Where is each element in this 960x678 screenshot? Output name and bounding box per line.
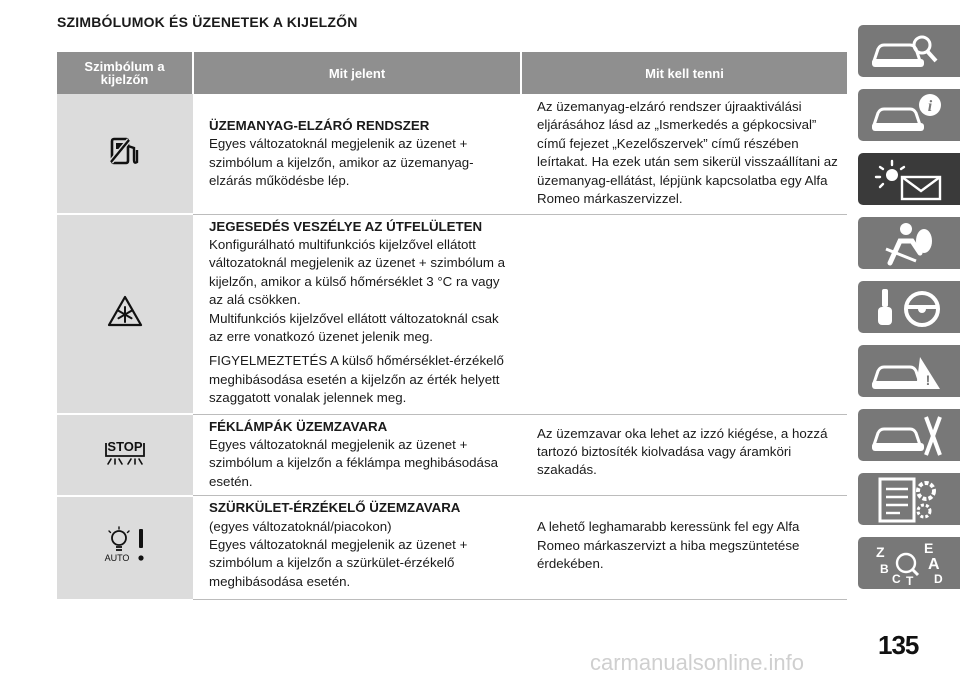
meaning-cell: SZÜRKÜLET-ÉRZÉKELŐ ÜZEMZAVARA (egyes változatoknál/piacokon) Egyes változatoknál megjelenik az üzenet + szimbólum a kijelzőn a szürkület-érzékelő meghibásodása esetén. [193, 496, 521, 600]
light-envelope-icon [866, 155, 946, 203]
header-meaning: Mit jelent [193, 52, 521, 94]
svg-text:C: C [892, 572, 901, 586]
page-number: 135 [878, 630, 919, 660]
tab-key-steering[interactable] [858, 281, 960, 333]
stop-lamp-fault-icon [103, 437, 147, 467]
symbols-table [57, 52, 847, 601]
action-cell: Az üzemzavar oka lehet az izzó kiégése, a hozzá tartozó biztosíték kiolvadása vagy áramköri szakadás. [521, 414, 847, 496]
tab-airbag-person[interactable] [858, 217, 960, 269]
index-letters-icon [866, 539, 946, 587]
fuel-cutoff-icon [108, 134, 142, 168]
symbol-cell [57, 496, 193, 600]
ice-warning-icon [107, 295, 143, 327]
svg-text:B: B [880, 562, 889, 576]
svg-text:Z: Z [876, 544, 885, 560]
table-row [57, 496, 847, 600]
header-action: Mit kell tenni [521, 52, 847, 94]
symbol-cell [57, 214, 193, 414]
tab-car-tools[interactable] [858, 409, 960, 461]
svg-text:AUTO: AUTO [104, 552, 130, 563]
car-info-icon [866, 91, 946, 139]
svg-text:!: ! [925, 372, 931, 388]
chapter-tabs [858, 25, 960, 601]
tab-car-crash[interactable] [858, 345, 960, 397]
tab-light-envelope[interactable] [858, 153, 960, 205]
svg-text:T: T [906, 574, 914, 587]
meaning-cell: ÜZEMANYAG-ELZÁRÓ RENDSZER Egyes változatoknál megjelenik az üzenet + szimbólum a kijelzőn, amikor az üzemanyag-elzárás működésbe lép. [193, 94, 521, 214]
action-cell [521, 214, 847, 414]
dusk-sensor-fault-icon [101, 526, 149, 564]
meaning-cell: FÉKLÁMPÁK ÜZEMZAVARA Egyes változatoknál megjelenik az üzenet + szimbólum a kijelzőn a féklámpa meghibásodása esetén. [193, 414, 521, 496]
svg-text:D: D [934, 572, 943, 586]
key-steering-icon [866, 283, 946, 331]
page-title: SZIMBÓLUMOK ÉS ÜZENETEK A KIJELZŐN [57, 14, 358, 30]
svg-text:E: E [924, 540, 934, 556]
action-cell: Az üzemanyag-elzáró rendszer újraaktiválási eljárásához lásd az „Ismerkedés a gépkocsival” című fejezet „Kezelőszervek” című részében leírtakat. Ha ezek után sem sikerül visszaállítani az üzemanyag-ellátást, lépjünk kapcsolatba egy Alfa Romeo márkaszervizzel. [521, 94, 847, 214]
table-row [57, 214, 847, 414]
tab-spec-sheet[interactable] [858, 473, 960, 525]
airbag-person-icon [866, 219, 946, 267]
svg-text:STOP: STOP [107, 439, 143, 455]
table-header-row [57, 52, 847, 94]
svg-text:i: i [927, 98, 933, 115]
tab-car-search[interactable] [858, 25, 960, 77]
car-search-icon [866, 27, 946, 75]
action-cell: A lehető leghamarabb keressünk fel egy Alfa Romeo márkaszervizt a hiba megszüntetése érdekében. [521, 496, 847, 600]
symbol-cell [57, 414, 193, 496]
spec-sheet-gear-icon [866, 475, 946, 523]
meaning-cell: JEGESEDÉS VESZÉLYE AZ ÚTFELÜLETEN Konfigurálható multifunkciós kijelzővel ellátott változatoknál megjelenik az üzenet + szimbólum a kijelzőn, amikor a külső hőmérséklet 3 °C ra vagy az alá csökken. Multifunkciós kijelzővel ellátott változatoknál csak az erre vonatkozó üzenet jelenik meg. FIGYELMEZTETÉS A külső hőmérséklet-érzékelő meghibásodása esetén a kijelzőn az érték helyett szaggatott vonalak jelennek meg. [193, 214, 521, 414]
table-row [57, 414, 847, 496]
svg-text:A: A [928, 556, 940, 573]
symbol-cell [57, 94, 193, 214]
tab-car-info[interactable] [858, 89, 960, 141]
car-crash-icon [866, 347, 946, 395]
car-tools-icon [866, 411, 946, 459]
watermark: carmanualsonline.info [590, 650, 805, 675]
tab-index[interactable] [858, 537, 960, 589]
table-row [57, 94, 847, 214]
header-symbol: Szimbólum a kijelzőn [57, 52, 193, 94]
